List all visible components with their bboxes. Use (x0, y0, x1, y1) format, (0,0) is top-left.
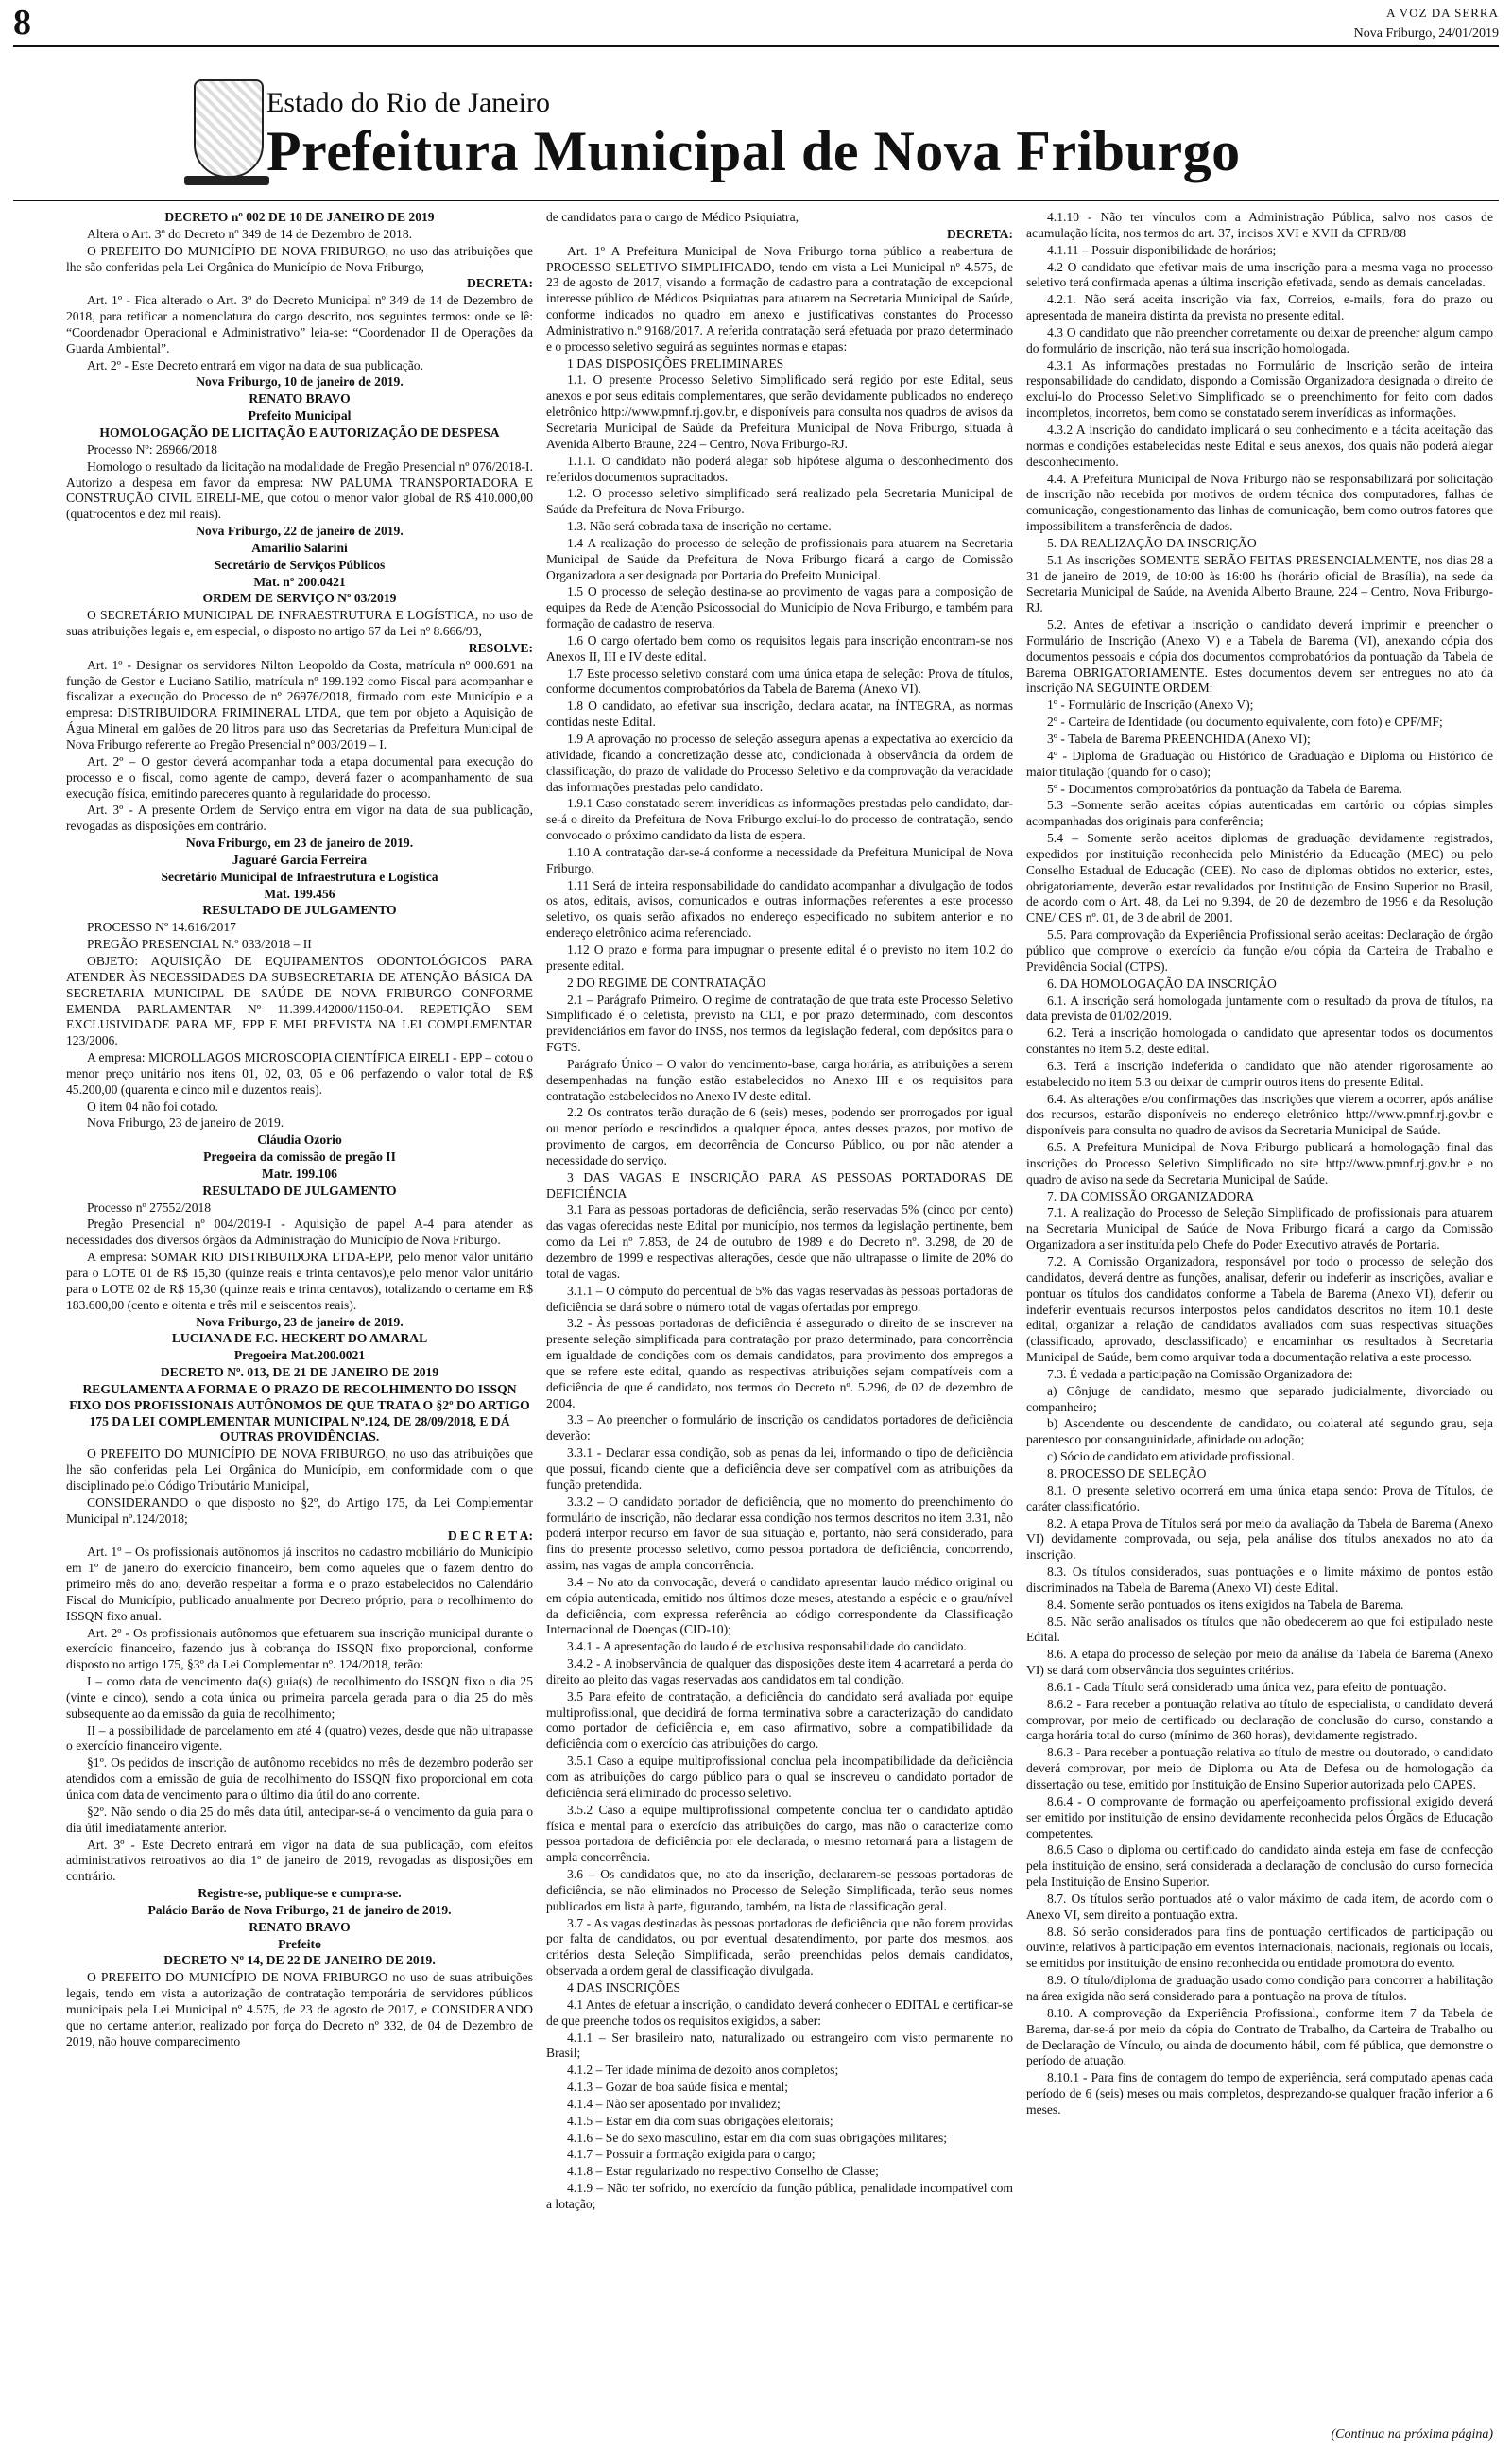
paragraph: Processo nº 27552/2018 (87, 1200, 212, 1215)
paragraph: O SECRETÁRIO MUNICIPAL DE INFRAESTRUTURA E LOGÍSTICA, no uso de suas atribuições legais e, em especial, o disposto no artigo 67 da Lei nº 8.666/93, (66, 608, 533, 639)
paragraph: 4.3 O candidato que não preencher corretamente ou deixar de preencher algum campo do formulário de inscrição, não terá sua inscrição homologada. (1026, 324, 1493, 355)
paragraph: 4.2.1. Não será aceita inscrição via fax, Correios, e-mails, fora do prazo ou apresentada de maneira distinta da prevista no presente edital. (1026, 292, 1493, 323)
paragraph: PREGÃO PRESENCIAL N.º 033/2018 – II (87, 937, 312, 952)
paragraph: 1.8 O candidato, ao efetivar sua inscrição, declara acatar, na ÍNTEGRA, as normas contidas neste Edital. (546, 699, 1013, 730)
city-hall-title: Prefeitura Municipal de Nova Friburgo (266, 120, 1241, 182)
paragraph: O PREFEITO DO MUNICÍPIO DE NOVA FRIBURGO no uso de suas atribuições legais, tendo em vista a autorização de contratação temporária de servidores públicos municipais pela Lei Municipal nº 4.575, de 23 de agosto de 2017, e CONSIDERANDO que no certame anterior, realizado por força do Decreto nº 332, de 04 de Dezembro de 2019, não houve comparecimento (66, 1970, 533, 2048)
paragraph: RESULTADO DE JULGAMENTO (202, 1183, 397, 1198)
paragraph: 1.9 A aprovação no processo de seleção assegura apenas a expectativa ao exercício da atividade, ficando a concretização desse ato, condicionada à observância da ordem de classificação, do prazo de validade do Processo Seletivo e da comprovação da veracidade das informações prestadas pelo candidato. (546, 732, 1013, 794)
paragraph: 8.6.3 - Para receber a pontuação relativa ao título de mestre ou doutorado, o candidato deverá comprovar, por meio de Diploma ou Ata de Defesa ou de homologação da dissertação ou tese, emitido por Instituição de Ensino Superior autorizada pelo CAPES. (1026, 1745, 1493, 1791)
state-name: Estado do Rio de Janeiro (266, 87, 550, 118)
paragraph: 4.1.7 – Possuir a formação exigida para o cargo; (567, 2147, 816, 2162)
paragraph: 1º - Formulário de Inscrição (Anexo V); (1047, 698, 1254, 713)
paragraph: Art. 1º - Fica alterado o Art. 3º do Decreto Municipal nº 349 de 14 de Dezembro de 2018, para retificar a nomenclatura do cargo descrito, nos seguintes termos: onde se lê: “Coordenador Operacional e Administrativo” leia-se: “Coordenador II de Operações da Guarda Ambiental”. (66, 293, 533, 355)
paragraph: Prefeito Municipal (248, 408, 352, 423)
paragraph: 7.3. É vedada a participação na Comissão Organizadora de: (1047, 1366, 1353, 1381)
paragraph: 4.1.5 – Estar em dia com suas obrigações eleitorais; (567, 2113, 833, 2128)
paragraph: 6. DA HOMOLOGAÇÃO DA INSCRIÇÃO (1047, 976, 1277, 991)
paragraph: RENATO BRAVO (249, 1919, 351, 1934)
paragraph: 3.4 – No ato da convocação, deverá o candidato apresentar laudo médico original ou em cópia autenticada, emitido nos últimos doze meses, atestando a espécie e o grau/nível da deficiência, com expressa referência ao código correspondente da Classificação Internacional de Doenças (CID-10); (546, 1574, 1013, 1637)
paragraph: b) Ascendente ou descendente de candidato, ou colateral até segundo grau, seja parentesco por consanguinidade, afinidade ou adoção; (1026, 1416, 1493, 1447)
paragraph: 6.4. As alterações e/ou confirmações das inscrições que vierem a ocorrer, após análise dos recursos, estarão disponíveis no endereço eletrônico http://www.pmnf.rj.gov.br e disponíveis para consulta no quadro de avisos da Secretaria Municipal de Saúde. (1026, 1091, 1493, 1138)
paragraph: Prefeito (278, 1936, 321, 1951)
paragraph: Art. 3º - Este Decreto entrará em vigor na data de sua publicação, com efeitos administrativos retroativos ao dia 1º de janeiro de 2019, revogadas as disposições em contrário. (66, 1837, 533, 1884)
paragraph: 5.5. Para comprovação da Experiência Profissional serão aceitas: Declaração de órgão público que comprove o exercício da função e/ou cópia da Carteira de Trabalho e Previdência Social (CTPS). (1026, 927, 1493, 974)
paragraph: RESOLVE: (468, 640, 533, 655)
paragraph: 3.4.1 - A apresentação do laudo é de exclusiva responsabilidade do candidato. (567, 1639, 967, 1654)
paragraph: 4.2 O candidato que efetivar mais de uma inscrição para a mesma vaga no processo seletivo terá confirmada apenas a última inscrição efetivada, sendo as demais canceladas. (1026, 259, 1493, 290)
paragraph: 8.2. A etapa Prova de Títulos será por meio da avaliação da Tabela de Barema (Anexo VI) devidamente comprovada, ou seja, pela análise dos títulos anexados no ato da inscrição. (1026, 1515, 1493, 1563)
paragraph: O item 04 não foi cotado. (87, 1098, 218, 1114)
paragraph: a) Cônjuge de candidato, mesmo que separado judicialmente, divorciado ou companheiro; (1026, 1383, 1493, 1414)
paragraph: HOMOLOGAÇÃO DE LICITAÇÃO E AUTORIZAÇÃO DE DESPESA (99, 424, 500, 440)
paragraph: 1.4 A realização do processo de seleção de profissionais para atuarem na Secretaria Municipal de Saúde da Prefeitura de Nova Friburgo ficará a cargo de Comissão Organizadora a ser designada por Portaria do Prefeito Municipal. (546, 535, 1013, 582)
paragraph: D E C R E T A: (447, 1528, 533, 1543)
paragraph: RENATO BRAVO (249, 391, 351, 406)
paragraph: O PREFEITO DO MUNICÍPIO DE NOVA FRIBURGO, no uso das atribuições que lhe são conferidas pela Lei Orgânica do Município, em conformidade com o que disciplinado pelo Código Tributário Municipal, (66, 1446, 533, 1493)
paragraph: 8.6.4 - O comprovante de formação ou aperfeiçoamento profissional exigido deverá ser emitido por instituição de ensino devidamente reconhecida pelos Órgãos de Educação competentes. (1026, 1793, 1493, 1840)
paragraph: Art. 3º - A presente Ordem de Serviço entra em vigor na data de sua publicação, revogadas as disposições em contrário. (66, 803, 533, 834)
paragraph: O PREFEITO DO MUNICÍPIO DE NOVA FRIBURGO, no uso das atribuições que lhe são conferidas pela Lei Orgânica do Município de Nova Friburgo, (66, 243, 533, 274)
paragraph: 3º - Tabela de Barema PREENCHIDA (Anexo VI); (1047, 732, 1311, 746)
paragraph: Matr. 199.106 (262, 1166, 337, 1181)
page-number: 8 (13, 3, 31, 43)
paragraph: 8.8. Só serão considerados para fins de pontuação certificados de participação ou ouvinte, relativos à participação em eventos internacionais, nacionais, regionais ou locais, se emitidos por instituição de ensino reconhecida ou entidade promotora do evento. (1026, 1924, 1493, 1971)
paragraph: Art. 2º - Este Decreto entrará em vigor na data de sua publicação. (87, 357, 423, 372)
paragraph: 8.7. Os títulos serão pontuados até o valor máximo de cada item, de acordo com o Anexo VI, sem direito a pontuação extra. (1026, 1891, 1493, 1922)
paragraph: II – a possibilidade de parcelamento em até 4 (quatro) vezes, desde que não ultrapasse o exercício financeiro vigente. (66, 1722, 533, 1754)
paragraph: 2º - Carteira de Identidade (ou documento equivalente, com foto) e CPF/MF; (1047, 715, 1443, 730)
paragraph: 3.2 - Às pessoas portadoras de deficiência é assegurado o direito de se inscrever na presente seleção simplificada para contratação por prazo determinado, para concorrência em igualdade de condições com os demais candidatos, para provimento dos empregos a que se refere este edital, quando as respectivas atribuições sejam compatíveis com a deficiência de que é candidato, nos termos do Decreto nº. 5.296, de 02 de dezembro de 2004. (546, 1316, 1013, 1410)
paragraph: Art. 2º – O gestor deverá acompanhar toda a etapa documental para execução do processo e o fiscal, como agente de campo, deverá fazer o acompanhamento de sua execução física, emitindo pareceres quanto à regularidade do processo. (66, 753, 533, 801)
paragraph: 5.2. Antes de efetivar a inscrição o candidato deverá imprimir e preencher o Formulário de Inscrição (Anexo V) e a Tabela de Barema (VI), anexando cópia dos documentos pessoais e cópia dos documentos comprobatórios da pontuação da Tabela de Barema OBRIGATORIAMENTE. Estes documentos devem ser entregues no ato da inscrição NA SEGUINTE ORDEM: (1026, 617, 1493, 696)
paragraph: 8. PROCESSO DE SELEÇÃO (1047, 1465, 1207, 1480)
paragraph: DECRETO nº 002 DE 10 DE JANEIRO DE 2019 (164, 210, 435, 224)
paragraph: Cláudia Ozorio (257, 1132, 342, 1148)
paragraph: 1.1.1. O candidato não poderá alegar sob hipótese alguma o desconhecimento dos referidos documentos supracitados. (546, 453, 1013, 484)
paragraph: 3 DAS VAGAS E INSCRIÇÃO PARA AS PESSOAS PORTADORAS DE DEFICIÊNCIA (546, 1169, 1013, 1201)
paragraph: 4.1.6 – Se do sexo masculino, estar em dia com suas obrigações militares; (567, 2130, 948, 2145)
paragraph: Nova Friburgo, 10 de janeiro de 2019. (196, 374, 404, 389)
paragraph: 1.10 A contratação dar-se-á conforme a necessidade da Prefeitura Municipal de Nova Friburgo. (546, 844, 1013, 875)
paragraph: 5º - Documentos comprobatórios da pontuação da Tabela de Barema. (1047, 781, 1402, 796)
paragraph: 8.6.2 - Para receber a pontuação relativa ao título de especialista, o candidato deverá comprovar, por meio de certificado ou declaração de conclusão do curso, constando a carga horária total do curso (mínimo de 360 horas), devidamente registrado. (1026, 1696, 1493, 1743)
paragraph: 1.2. O processo seletivo simplificado será realizado pela Secretaria Municipal de Saúde da Prefeitura de Nova Friburgo. (546, 486, 1013, 517)
paragraph: 3.3.1 - Declarar essa condição, sob as penas da lei, informando o tipo de deficiência que possui, ficando ciente que a deficiência deve ser compatível com as atribuições da função pretendida. (546, 1445, 1013, 1492)
column-3 (1026, 210, 1493, 2412)
paragraph: 1.3. Não será cobrada taxa de inscrição no certame. (567, 519, 832, 534)
paragraph: Secretário Municipal de Infraestrutura e Logística (161, 869, 438, 884)
paragraph: PROCESSO Nº 14.616/2017 (87, 920, 236, 935)
paragraph: 3.1 Para as pessoas portadoras de deficiência, serão reservadas 5% (cinco por cento) das vagas oferecidas neste Edital por município, nos termos da legislação pertinente, bem como da Lei nº 7.853, de 24 de outubro de 1989 e do Decreto nº. 3.298, de 20 de dezembro de 1999 e respectivas alterações, desde que não ultrapasse o limite de 20% do total de vagas. (546, 1202, 1013, 1281)
paragraph: 2 DO REGIME DE CONTRATAÇÃO (567, 975, 766, 990)
paragraph: 7.1. A realização do Processo de Seleção Simplificado de profissionais para atuarem na Secretaria Municipal de Saúde de Nova Friburgo ficará a cargo da Comissão Organizadora a ser instituída pelo Chefe do Poder Executivo através de Portaria. (1026, 1205, 1493, 1253)
paragraph: 8.5. Não serão analisados os títulos que não obedecerem ao que foi estipulado neste Edital. (1026, 1614, 1493, 1645)
paragraph: ORDEM DE SERVIÇO Nº 03/2019 (202, 591, 397, 606)
paragraph: 6.5. A Prefeitura Municipal de Nova Friburgo publicará a homologação final das inscrições do Processo Seletivo Simplificado no site http://www.pmnf.rj.gov.br e no quadro de aviso na sede da Secretaria Municipal de Saúde. (1026, 1140, 1493, 1186)
paragraph: Parágrafo Único – O valor do vencimento-base, carga horária, as atribuições a serem desempenhadas na função estão estabelecidos no Anexo III e os requisitos para contratação estabelecidos no Anexo IV deste edital. (546, 1056, 1013, 1103)
paragraph: 1.12 O prazo e forma para impugnar o presente edital é o previsto no item 10.2 do presente edital. (546, 942, 1013, 973)
paragraph: 4 DAS INSCRIÇÕES (567, 1979, 681, 1995)
paragraph: 8.6. A etapa do processo de seleção por meio da análise da Tabela de Barema (Anexo VI) se dará com observância dos seguintes critérios. (1026, 1647, 1493, 1678)
paragraph: 8.9. O título/diploma de graduação usado como condição para concorrer a habilitação na área exigida não será considerado para a pontuação na prova de títulos. (1026, 1973, 1493, 2003)
paragraph: Pregão Presencial nº 004/2019-I - Aquisição de papel A-4 para atender as necessidades dos diversos órgãos da Administração do Município de Nova Friburgo. (66, 1217, 533, 1248)
paragraph: 3.5 Para efeito de contratação, a deficiência do candidato será avaliada por equipe multiprofissional, que decidirá de forma terminativa sobre a caracterização do candidato como portador de deficiência e, em caso afirmativo, sobre a compatibilidade da deficiência com o exercício das atribuições do cargo. (546, 1688, 1013, 1752)
paragraph: Mat. 199.456 (264, 886, 335, 901)
paragraph: Art. 1º A Prefeitura Municipal de Nova Friburgo torna público a reabertura de PROCESSO SELETIVO SIMPLIFICADO, tendo em vista a Lei Municipal nº 4.575, de 23 de agosto de 2017, visando a formação de cadastro para a contratação de excepcional interesse público de Médicos Psiquiatras para atuarem na Secretaria Municipal de Saúde, conforme indicados no quadro em anexo e justificativas constantes do Processo Administrativo n.º 9168/2017. A referida contratação será efetuada por prazo determinado e o processo seletivo seguirá as seguintes normas e etapas: (546, 243, 1013, 354)
paragraph: DECRETA: (467, 276, 533, 291)
paragraph: §1º. Os pedidos de inscrição de autônomo recebidos no mês de dezembro poderão ser atendidos com a emissão de guia de recolhimento do ISSQN fixo proporcional em cota única com data de vencimento para o último dia útil do ano corrente. (66, 1755, 533, 1802)
paragraph: LUCIANA DE F.C. HECKERT DO AMARAL (171, 1331, 428, 1346)
paragraph: 8.6.1 - Cada Título será considerado uma única vez, para efeito de pontuação. (1047, 1679, 1447, 1694)
paragraph: CONSIDERANDO o que disposto no §2º, do Artigo 175, da Lei Complementar Municipal nº.124/2018; (66, 1495, 533, 1526)
paragraph: 1.1. O presente Processo Seletivo Simplificado será regido por este Edital, seus anexos e por seus editais complementares, que serão devidamente publicados no endereço eletrônico http://www.pmnf.rj.gov.br, e disponíveis para consulta nos quadros de avisos da Secretaria Municipal de Saúde da Prefeitura Municipal de Nova Friburgo, situada à Avenida Alberto Braune, 224 – Centro, Nova Friburgo-RJ. (546, 372, 1013, 451)
paper-name: A VOZ DA SERRA (1386, 6, 1499, 20)
paragraph: Registre-se, publique-se e cumpra-se. (198, 1886, 402, 1901)
paragraph: 5.4 – Somente serão aceitos diplomas de graduação devidamente registrados, expedidos por instituição reconhecida pelo Ministério da Educação (MEC) ou pelo Conselho Estadual de Educação (CEE). No caso de diplomas obtidos no exterior, estes, obrigatoriamente, deverão estar revalidados por Instituição de Ensino Superior no Brasil, de acordo com o Art. 48, da Lei no 9.394, de 20 de dezembro de 1996 e da Resolução CNE/ CES nº. 01, de 3 de abril de 2001. (1026, 831, 1493, 925)
masthead (180, 60, 1351, 202)
paragraph: 1 DAS DISPOSIÇÕES PRELIMINARES (567, 355, 784, 371)
paragraph: 8.10. A comprovação da Experiência Profissional, conforme item 7 da Tabela de Barema, dar-se-á por meio da cópia do Contrato de Trabalho, da Carteira de Trabalho ou de Declaração de Vínculo, ou ainda de documento hábil, com fé pública, que demonstre o período de atuação. (1026, 2005, 1493, 2068)
paragraph: 7. DA COMISSÃO ORGANIZADORA (1047, 1188, 1255, 1203)
paragraph: §2º. Não sendo o dia 25 do mês data útil, antecipar-se-á o vencimento da guia para o dia útil imediatamente anterior. (66, 1804, 533, 1835)
paragraph: Homologo o resultado da licitação na modalidade de Pregão Presencial nº 076/2018-I. Autorizo a despesa em favor da empresa: NW PALUMA TRANSPORTADORA E CONSTRUÇÃO CIVIL EIRELI-ME, que cotou o menor valor global de R$ 410.000,00 (quatrocentos e dez mil reais). (66, 458, 533, 522)
paragraph: 6.3. Terá a inscrição indeferida o candidato que não atender rigorosamente ao estabelecido no item 5.3 ou deixar de cumprir outros itens do presente Edital. (1026, 1058, 1493, 1089)
paragraph: Pregoeira da comissão de pregão II (203, 1149, 396, 1165)
paragraph: Nova Friburgo, 22 de janeiro de 2019. (196, 524, 404, 539)
paragraph: A empresa: SOMAR RIO DISTRIBUIDORA LTDA-EPP, pelo menor valor unitário para o LOTE 01 de R$ 15,30 (quinze reais e trinta centavos),e pelo menor valor unitário para o LOTE 02 de R$ 15,30 (quinze reais e trinta centavos), totalizando o certame em R$ 183.600,00 (cento e oitenta e três mil e seiscentos reais). (66, 1250, 533, 1312)
top-bar (13, 3, 1499, 47)
paragraph: 3.7 - As vagas destinadas às pessoas portadoras de deficiência que não forem providas por falta de candidatos, ou por eventual desatendimento, por parte dos mesmos, aos critérios desta Seleção Simplificada, serão preenchidas pelos demais candidatos, observada a ordem geral de classificação divulgada. (546, 1915, 1013, 1979)
paragraph: c) Sócio de candidato em atividade profissional. (1047, 1449, 1295, 1464)
paragraph: A empresa: MICROLLAGOS MICROSCOPIA CIENTÍFICA EIRELI - EPP – cotou o menor preço unitário nos itens 01, 02, 03, 05 e 06 perfazendo o valor total de R$ 45.200,00 (quarenta e cinco mil e duzentos reais). (66, 1050, 533, 1097)
paragraph: 8.3. Os títulos considerados, suas pontuações e o limite máximo de pontos estão discriminados na Tabela de Barema (Anexo VI) deste Edital. (1026, 1564, 1493, 1595)
paragraph: Mat. nº 200.0421 (253, 574, 346, 589)
paragraph: 3.6 – Os candidatos que, no ato da inscrição, declararem-se pessoas portadoras de deficiência, se não eliminados no Processo de Seleção Simplificada, terão seus nomes publicados em lista à parte, figurando, também, na lista de classificação geral. (546, 1867, 1013, 1913)
paragraph: DECRETO Nº. 013, DE 21 DE JANEIRO DE 2019 (160, 1365, 439, 1380)
paragraph: 4.3.2 A inscrição do candidato implicará o seu conhecimento e a tácita aceitação das normas e condições estabelecidas neste Edital e seus anexos, dos quais não poderá alegar desconhecimento. (1026, 422, 1493, 469)
paragraph: 1.11 Será de inteira responsabilidade do candidato acompanhar a divulgação de todos os atos, editais, avisos, comunicados e outras informações referentes a este processo seletivo, os quais serão afixados no endereço especificado no subitem anterior e no endereço eletrônico acima referenciado. (546, 877, 1013, 941)
paragraph: Art. 1º – Os profissionais autônomos já inscritos no cadastro mobiliário do Município em 1º de janeiro do exercício financeiro, bem como aqueles que o fazem dentro do primeiro mês do ano, deverão respeitar a forma e o prazo estabelecidos no Calendário Fiscal do Município, publicado anualmente por Decreto próprio, para o recolhimento do ISSQN fixo anual. (66, 1545, 533, 1623)
paragraph: 2.1 – Parágrafo Primeiro. O regime de contratação de que trata este Processo Seletivo Simplificado é o celetista, previsto na CLT, e por prazo determinado, com descontos previdenciários em favor do INSS, nos termos da legislação federal, com depósitos para o FGTS. (546, 992, 1013, 1055)
paragraph: 5. DA REALIZAÇÃO DA INSCRIÇÃO (1047, 535, 1257, 550)
paragraph: Art. 1º - Designar os servidores Nilton Leopoldo da Costa, matrícula nº 000.691 na função de Gestor e Luciano Satilio, matrícula nº 199.192 como Fiscal para acompanhar e fiscalizar a execução do Processo de nº 26976/2018, firmado com este Município e a empresa: DISTRIBUIDORA FRIMINERAL LTDA, que tem por objeto a Aquisição de Água Mineral em galões de 20 litros para uso das Secretarias da Prefeitura Municipal de Nova Friburgo referente ao Pregão Presencial nº 003/2019 – I. (66, 657, 533, 752)
paragraph: 3.4.2 - A inobservância de qualquer das disposições deste item 4 acarretará a perda do direito ao pleito das vagas reservadas aos candidatos em tal condição. (546, 1656, 1013, 1686)
paragraph: 4.1 Antes de efetuar a inscrição, o candidato deverá conhecer o EDITAL e certificar-se de que preenche todos os requisitos exigidos, a saber: (546, 1996, 1013, 2028)
paragraph: 5.1 As inscrições SOMENTE SERÃO FEITAS PRESENCIALMENTE, nos dias 28 a 31 de janeiro de 2019, de 10:00 às 16:00 hs (horário oficial de Brasília), na sede da Secretaria Municipal de Saúde, na Avenida Alberto Braune, 224 – Centro, Nova Friburgo-RJ. (1026, 552, 1493, 615)
paragraph: 4.3.1 As informações prestadas no Formulário de Inscrição serão de inteira responsabilidade do candidato, dispondo a Comissão Organizadora designada o direito de excluí-lo do Processo Seletivo Simplificado se o preenchimento for feito com dados incompletos, incorretos, bem como se constatado serem inverídicas as informações. (1026, 357, 1493, 421)
paragraph: 4.1.9 – Não ter sofrido, no exercício da função pública, penalidade incompatível com a lotação; (546, 2181, 1013, 2211)
paragraph: 4.4. A Prefeitura Municipal de Nova Friburgo não se responsabilizará por solicitação de inscrição não recebida por motivos de ordem técnica dos computadores, falhas de comunicação, congestionamento das linhas de comunicação, bem como outros fatores que impossibilitem a transferência de dados. (1026, 471, 1493, 534)
paragraph: 4.1.1 – Ser brasileiro nato, naturalizado ou estrangeiro com visto permanente no Brasil; (546, 2030, 1013, 2061)
paragraph: REGULAMENTA A FORMA E O PRAZO DE RECOLHIMENTO DO ISSQN FIXO DOS PROFISSIONAIS AUTÔNOMOS DE QUE TRATA O §2º DO ARTIGO 175 DA LEI COMPLEMENTAR MUNICIPAL Nº.124, DE 28/09/2018, E DÁ OUTRAS PROVIDÊNCIAS. (69, 1381, 530, 1444)
paragraph: 3.1.1 – O cômputo do percentual de 5% das vagas reservadas às pessoas portadoras de deficiência se dará sobre o número total de vagas ofertadas por emprego. (546, 1283, 1013, 1314)
paragraph: Nova Friburgo, em 23 de janeiro de 2019. (185, 836, 414, 851)
paragraph: 8.10.1 - Para fins de contagem do tempo de experiência, será computado apenas cada período de 6 (seis) meses ou mais completos, desprezando-se qualquer fração inferior a 6 meses. (1026, 2070, 1493, 2117)
paragraph: 4.1.10 - Não ter vínculos com a Administração Pública, salvo nos casos de acumulação lícita, nos termos do art. 37, incisos XVI e XVII da CFRB/88 (1026, 210, 1493, 240)
paragraph: 3.3.2 – O candidato portador de deficiência, que no momento do preenchimento do formulário de inscrição, não declarar essa condição nos termos descritos no item 3.31, não poderá interpor recurso em favor de sua situação e, portanto, não será considerado, para fins do presente processo seletivo, como pessoa portadora de deficiência, concorrendo, assim, nas vagas de ampla concorrência. (546, 1494, 1013, 1573)
paragraph: 8.1. O presente seletivo ocorrerá em uma única etapa sendo: Prova de Títulos, de caráter classificatório. (1026, 1482, 1493, 1513)
paragraph: 3.5.1 Caso a equipe multiprofissional conclua pela incompatibilidade da deficiência com as atribuições do cargo público para o qual se inscreveu o candidato portador de deficiência será eliminado do processo seletivo. (546, 1754, 1013, 1800)
issue-date: Nova Friburgo, 24/01/2019 (1353, 26, 1499, 41)
paragraph: Art. 2º - Os profissionais autônomos que efetuarem sua inscrição municipal durante o exercício financeiro, fazendo jus à cobrança do ISSQN fixo proporcional, conforme disposto no artigo 175, §3º da Lei Complementar nº. 124/2018, terão: (66, 1625, 533, 1672)
paragraph: 4.1.2 – Ter idade mínima de dezoito anos completos; (567, 2063, 839, 2078)
paragraph: Processo Nº: 26966/2018 (87, 441, 217, 457)
paragraph: Nova Friburgo, 23 de janeiro de 2019. (196, 1314, 404, 1329)
column-1 (66, 210, 533, 2412)
paragraph: 6.1. A inscrição será homologada juntamente com o resultado da prova de títulos, na data prevista de 01/02/2019. (1026, 993, 1493, 1024)
masthead-rule (13, 200, 1499, 201)
paragraph: 1.7 Este processo seletivo constará com uma única etapa de seleção: Prova de títulos, conforme documentos comprobatórios da Tabela de Barema (Anexo VI). (546, 665, 1013, 697)
paragraph: 1.9.1 Caso constatado serem inverídicas as informações prestadas pelo candidato, dar-se-á o direito da Prefeitura de Nova Friburgo excluí-lo do processo de contratação, sendo convocado o próximo candidato da lista de espera. (546, 796, 1013, 843)
paragraph: 5.3 –Somente serão aceitas cópias autenticadas em cartório ou cópias simples acompanhadas dos originais para conferência; (1026, 798, 1493, 829)
paragraph: 8.6.5 Caso o diploma ou certificado do candidato ainda esteja em fase de confecção pela instituição de ensino, será considerada a declaração de conclusão do curso fornecida pela Instituição de Ensino Superior. (1026, 1842, 1493, 1890)
paragraph: 4.1.11 – Possuir disponibilidade de horários; (1047, 242, 1277, 257)
paragraph: 7.2. A Comissão Organizadora, responsável por todo o processo de seleção dos candidatos, deverá dentre as funções, analisar, deferir ou indeferir as inscrições, avaliar e pontuar os títulos dos candidatos conforme a Tabela de Barema (Anexo VI), deferir ou indeferir eventuais recursos interpostos pelos candidatos descritos no item 10.1 deste edital, organizar a relação de candidatos avaliados com suas respectivas situações (classificado, aprovado, desclassificado) e encaminhar os resultados à Secretaria Municipal de Saúde, bem como arquivar toda a documentação relativa a este processo. (1026, 1254, 1493, 1365)
paragraph: 4.1.8 – Estar regularizado no respectivo Conselho de Classe; (567, 2164, 879, 2179)
paragraph: 2.2 Os contratos terão duração de 6 (seis) meses, podendo ser prorrogados por igual ou menor período e rescindidos a qualquer época, antes desses prazos, por motivo de provimento de cargos, em decorrência de Concurso Público, ou por não atender a necessidade do serviço. (546, 1105, 1013, 1167)
paragraph: 1.6 O cargo ofertado bem como os requisitos legais para inscrição encontram-se nos Anexos II, III e IV deste edital. (546, 632, 1013, 664)
paragraph: RESULTADO DE JULGAMENTO (202, 903, 397, 918)
paragraph: 4.1.3 – Gozar de boa saúde física e mental; (567, 2080, 789, 2095)
paragraph: Altera o Art. 3º do Decreto nº 349 de 14 de Dezembro de 2018. (87, 226, 413, 241)
paragraph: DECRETO Nº 14, DE 22 DE JANEIRO DE 2019. (163, 1953, 436, 1968)
paragraph: 6.2. Terá a inscrição homologada o candidato que apresentar todos os documentos constantes no item 5.2, deste edital. (1026, 1026, 1493, 1057)
paragraph: Pregoeira Mat.200.0021 (233, 1348, 366, 1363)
paragraph: de candidatos para o cargo de Médico Psiquiatra, (546, 210, 799, 224)
paragraph: Secretário de Serviços Públicos (214, 557, 386, 572)
paragraph: Palácio Barão de Nova Friburgo, 21 de janeiro de 2019. (147, 1902, 452, 1917)
column-2 (546, 210, 1013, 2412)
paragraph: Amarilio Salarini (251, 540, 348, 555)
paragraph: 4.1.4 – Não ser aposentado por invalidez; (567, 2096, 781, 2111)
continued-note: (Continua na próxima página) (1331, 2428, 1493, 2442)
paragraph: Jaguaré Garcia Ferreira (232, 852, 368, 867)
paragraph: 4º - Diploma de Graduação ou Histórico de Graduação e Diploma ou Histórico de maior titulação (quando for o caso); (1026, 748, 1493, 779)
paragraph: DECRETA: (947, 226, 1013, 241)
paragraph: Nova Friburgo, 23 de janeiro de 2019. (87, 1115, 284, 1131)
paragraph: 3.5.2 Caso a equipe multiprofissional competente conclua ter o candidato aptidão física e mental para o exercício das atribuições do cargo, mas não o caracterize como pessoa portadora de deficiência por ele declarada, o mesmo retornará para a listagem de ampla concorrência. (546, 1802, 1013, 1865)
paragraph: I – como data de vencimento da(s) guia(s) de recolhimento do ISSQN fixo o dia 25 (vinte e cinco), sendo a cota única ou primeira parcela gerada para o dia 25 do mês subsequente ao da emissão da guia de recolhimento; (66, 1674, 533, 1720)
paragraph: 8.4. Somente serão pontuados os itens exigidos na Tabela de Barema. (1047, 1597, 1404, 1612)
paragraph: OBJETO: AQUISIÇÃO DE EQUIPAMENTOS ODONTOLÓGICOS PARA ATENDER ÀS NECESSIDADES DA SUBSECRETARIA DE ATENÇÃO BÁSICA DA SECRETARIA MUNICIPAL DE SAÚDE DE NOVA FRIBURGO CONFORME EMENDA PARLAMENTAR Nº 11.399.442000/1150-04. REPETIÇÃO SEM EXCLUSIVIDADE PARA ME, EPP E MEI PREVISTA NA LEI COMPLEMENTAR 123/2006. (66, 953, 533, 1048)
paragraph: 3.3 – Ao preencher o formulário de inscrição os candidatos portadores de deficiência deverão: (546, 1412, 1013, 1443)
paragraph: 1.5 O processo de seleção destina-se ao provimento de vagas para a composição de equipes da Rede de Atenção Psicossocial do Município de Nova Friburgo, e também para formação de cadastro de reserva. (546, 584, 1013, 631)
